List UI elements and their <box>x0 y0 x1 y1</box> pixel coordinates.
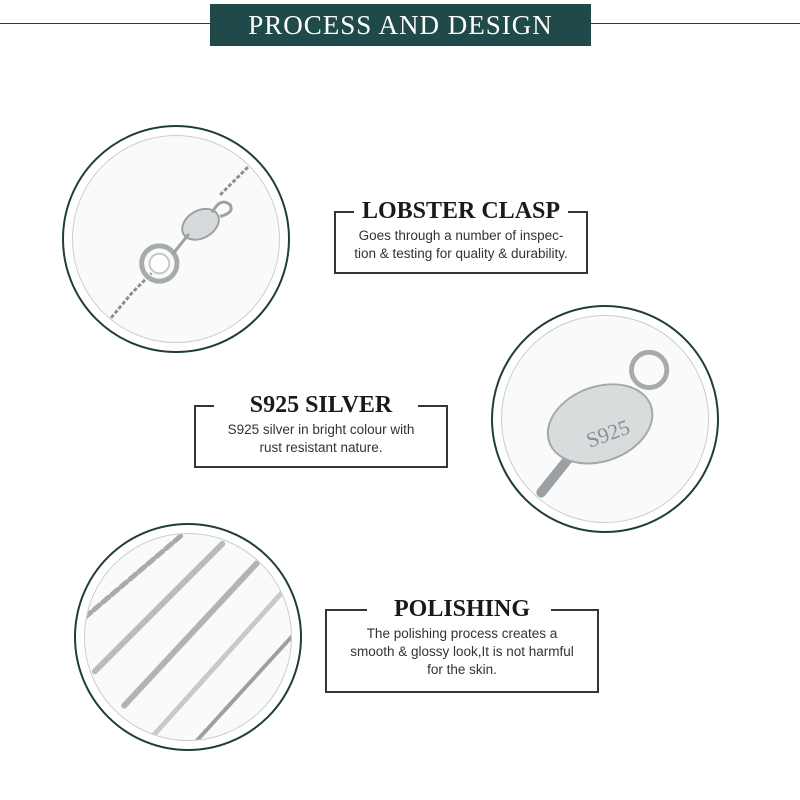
feature-desc-line-1: The polishing process creates a <box>366 626 558 641</box>
feature-title: S925 SILVER <box>249 392 393 418</box>
tag-stamp-text: S925 <box>583 414 634 453</box>
feature-desc-line-2: rust resistant nature. <box>259 440 383 455</box>
feature-title: POLISHING <box>393 596 531 622</box>
feature-polishing <box>325 596 599 693</box>
feature-s925-silver <box>194 392 448 468</box>
header-line-right <box>591 23 800 24</box>
feature-desc-line-2: tion & testing for quality & durability. <box>354 246 568 261</box>
chains-illustration <box>85 534 291 740</box>
feature-desc-line-1: Goes through a number of inspec- <box>358 228 564 243</box>
header-line-left <box>0 23 210 24</box>
feature-desc-line-3: for the skin. <box>427 662 497 677</box>
page-title: PROCESS AND DESIGN <box>248 9 553 40</box>
s925-tag-illustration <box>502 316 708 522</box>
lobster-clasp-illustration <box>73 136 279 342</box>
feature-desc-line-2: smooth & glossy look,It is not harmful <box>350 644 574 659</box>
feature-lobster-clasp <box>334 198 588 274</box>
polishing-chains-image <box>74 523 302 751</box>
lobster-clasp-image <box>62 125 290 353</box>
feature-desc-line-1: S925 silver in bright colour with <box>227 422 415 437</box>
section-title-banner <box>210 4 591 46</box>
s925-tag-image <box>491 305 719 533</box>
feature-title: LOBSTER CLASP <box>361 198 561 224</box>
